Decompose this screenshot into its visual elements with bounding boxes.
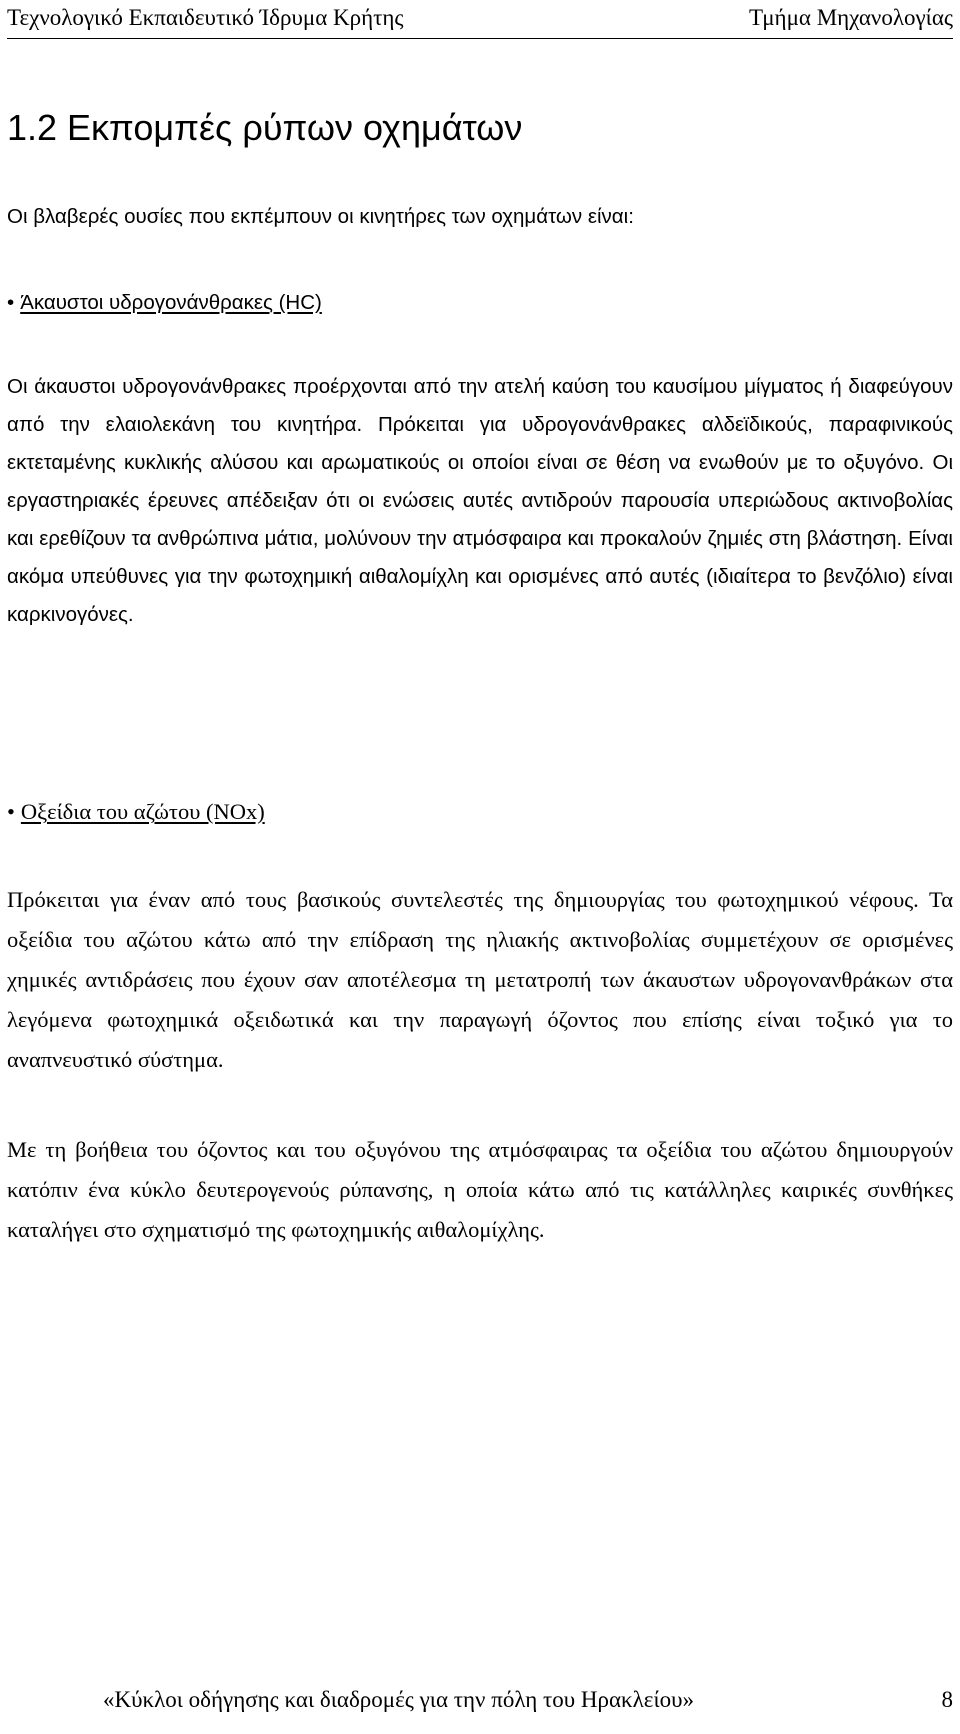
- header-institution: Τεχνολογικό Εκπαιδευτικό Ίδρυμα Κρήτης: [7, 5, 404, 30]
- page-footer: [7, 1682, 953, 1722]
- page-header: [7, 2, 953, 39]
- paragraph-hc: Οι άκαυστοι υδρογονάνθρακες προέρχονται από την ατελή καύση του καυσίμου μίγματος ή διαφεύγουν από την ελαιολεκάνη του κινητήρα. Πρόκειται για υδρογονάνθρακες αλδεϊδικούς, παραφινικούς εκτεταμένης κυκλικής αλύσου και αρωματικούς οι οποίοι είναι σε θέση να ενωθούν με το οξυγόνο. Οι εργαστηριακές έρευνες απέδειξαν ότι οι ενώσεις αυτές αντιδρούν παρουσία υπεριώδους ακτινοβολίας και ερεθίζουν τα ανθρώπινα μάτια, μολύνουν την ατμόσφαιρα και προκαλούν ζημιές στη βλάστηση. Είναι ακόμα υπεύθυνες για την φωτοχημική αιθαλομίχλη και ορισμένες από αυτές (ιδιαίτερα το βενζόλιο) είναι καρκινογόνες.: [7, 375, 953, 626]
- bullet-heading-hc: [7, 288, 322, 318]
- paragraph-nox-1: Πρόκειται για έναν από τους βασικούς συντελεστές της δημιουργίας του φωτοχημικού νέφους. Τα οξείδια του αζώτου κάτω από την επίδραση της ηλιακής ακτινοβολίας συμμετέχουν σε ορισμένες χημικές αντιδράσεις που έχουν σαν αποτέλεσμα τη μετατροπή των άκαυστων υδρογονανθράκων στα λεγόμενα φωτοχημικά οξειδωτικά και την παραγωγή όζοντος που επίσης είναι τοξικό για το αναπνευστικό σύστημα.: [7, 887, 953, 1072]
- page-number: 8: [941, 1687, 953, 1712]
- section-intro: Οι βλαβερές ουσίες που εκπέμπουν οι κινητήρες των οχημάτων είναι:: [7, 205, 634, 228]
- footer-document-title: «Κύκλοι οδήγησης και διαδρομές για την πόλη του Ηρακλείου»: [103, 1687, 695, 1712]
- bullet-heading-label: Άκαυστοι υδρογονάνθρακες (HC): [20, 291, 322, 314]
- header-department: Τμήμα Μηχανολογίας: [749, 5, 953, 30]
- bullet-heading-nox: [7, 796, 265, 828]
- section-title: 1.2 Εκπομπές ρύπων οχημάτων: [7, 107, 523, 148]
- bullet-icon: •: [7, 799, 15, 824]
- bullet-heading-label: Οξείδια του αζώτου (NOx): [20, 799, 265, 824]
- bullet-icon: •: [7, 291, 15, 314]
- paragraph-nox-2: Με τη βοήθεια του όζοντος και του οξυγόνου της ατμόσφαιρας τα οξείδια του αζώτου δημιουργούν κατόπιν ένα κύκλο δευτερογενούς ρύπανσης, η οποία κάτω από τις κατάλληλες καιρικές συνθήκες καταλήγει στο σχηματισμό της φωτοχημικής αιθαλομίχλης.: [7, 1137, 953, 1242]
